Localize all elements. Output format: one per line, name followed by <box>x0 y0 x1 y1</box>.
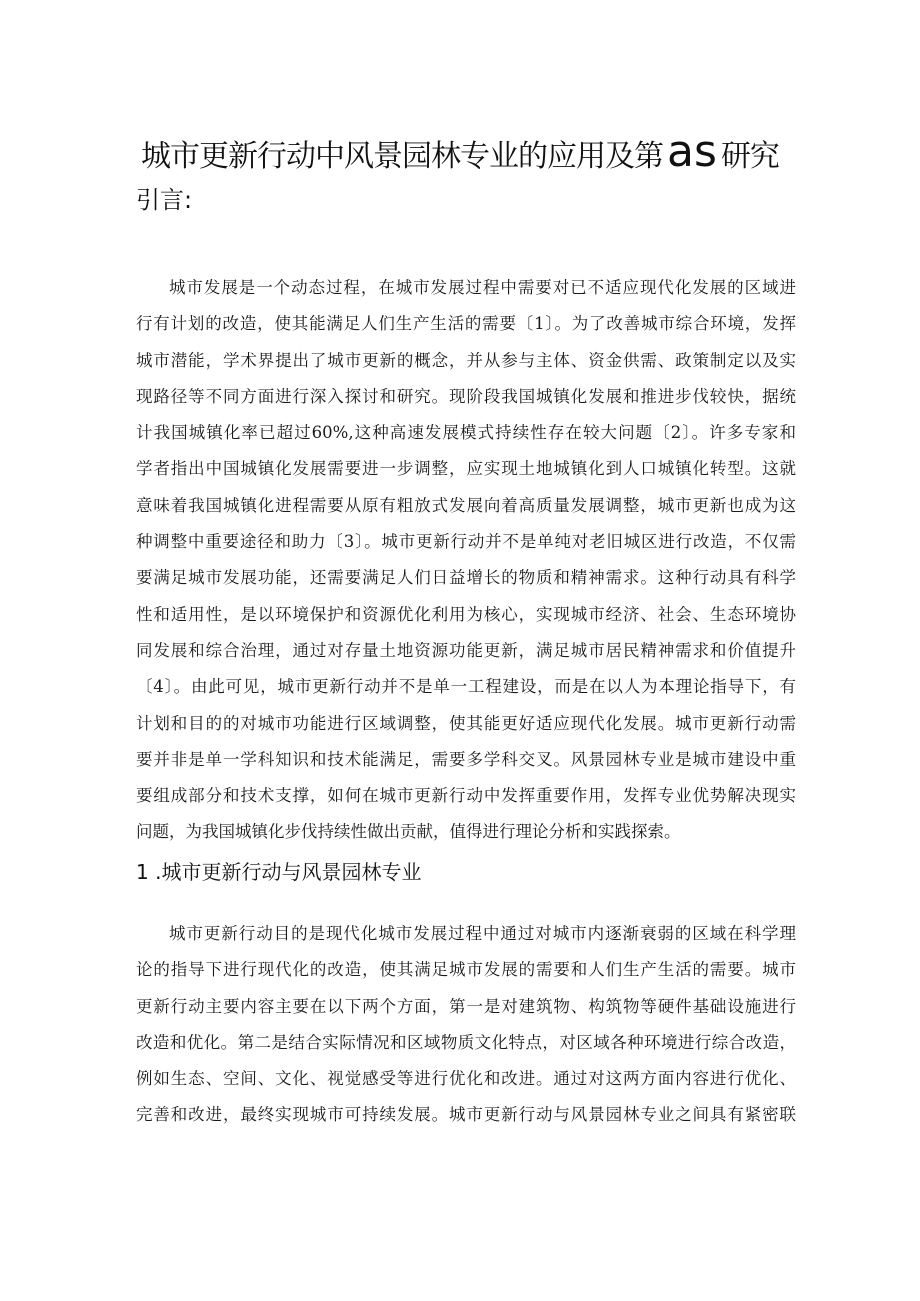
paragraph-line: 种调整中重要途径和助力〔3〕。城市更新行动并不是单纯对老旧城区进行改造，不仅需 <box>136 532 796 552</box>
paragraph-line: 计我国城镇化率已超过60%,这种高速发展模式持续性存在较大问题〔2〕。许多专家和 <box>136 423 796 443</box>
paragraph-line: 计划和目的的对城市功能进行区域调整，使其能更好适应现代化发展。城市更新行动需 <box>136 713 796 733</box>
paragraph-line: 城市发展是一个动态过程，在城市发展过程中需要对已不适应现代化发展的区域进 <box>169 278 796 297</box>
title-text-part1: 城市更新行动中风景园林专业的应用及第 <box>141 139 664 174</box>
paragraph-line: 要组成部分和技术支撑，如何在城市更新行动中发挥重要作用，发挥专业优势解决现实 <box>136 786 796 806</box>
title-text-large: as <box>667 126 717 177</box>
paragraph-line: 论的指导下进行现代化的改造，使其满足城市发展的需要和人们生产生活的需要。城市 <box>136 960 796 980</box>
paragraph-line: 例如生态、空间、文化、视觉感受等进行优化和改进。通过对这两方面内容进行优化、 <box>136 1069 796 1089</box>
document-title <box>100 128 820 181</box>
paragraph-line: 同发展和综合治理，通过对存量土地资源功能更新，满足城市居民精神需求和价值提升 <box>136 640 796 660</box>
intro-paragraph <box>136 270 796 851</box>
paragraph-line: 改造和优化。第二是结合实际情况和区域物质文化特点，对区域各种环境进行综合改造， <box>136 1032 796 1052</box>
title-text-part2: 研究 <box>720 139 779 174</box>
paragraph-line: 意味着我国城镇化进程需要从原有粗放式发展向着高质量发展调整，城市更新也成为这 <box>136 495 796 515</box>
paragraph-line: 性和适用性，是以环境保护和资源优化利用为核心，实现城市经济、社会、生态环境协 <box>136 604 796 624</box>
paragraph-line: 〔4〕。由此可见，城市更新行动并不是单一工程建设，而是在以人为本理论指导下，有 <box>136 677 796 697</box>
paragraph-line: 现路径等不同方面进行深入探讨和研究。现阶段我国城镇化发展和推进步伐较快，据统 <box>136 386 796 406</box>
paragraph-line: 学者指出中国城镇化发展需要进一步调整，应实现土地城镇化到人口城镇化转型。这就 <box>136 459 796 479</box>
paragraph-line: 完善和改进，最终实现城市可持续发展。城市更新行动与风景园林专业之间具有紧密联 <box>136 1105 796 1125</box>
intro-heading: 引言: <box>136 186 193 214</box>
paragraph-line: 要满足城市发展功能，还需要满足人们日益增长的物质和精神需求。这种行动具有科学 <box>136 568 796 588</box>
section-heading: 1 .城市更新行动与风景园林专业 <box>136 860 422 884</box>
paragraph-line: 更新行动主要内容主要在以下两个方面，第一是对建筑物、构筑物等硬件基础设施进行 <box>136 996 796 1016</box>
paragraph-line: 行有计划的改造，使其能满足人们生产生活的需要〔1〕。为了改善城市综合环境，发挥 <box>136 314 796 334</box>
paragraph-line: 城市潜能，学术界提出了城市更新的概念，并从参与主体、资金供需、政策制定以及实 <box>136 350 796 370</box>
paragraph-line: 城市更新行动目的是现代化城市发展过程中通过对城市内逐渐衰弱的区域在科学理 <box>169 924 796 943</box>
paragraph-line: 要并非是单一学科知识和技术能满足，需要多学科交叉。风景园林专业是城市建设中重 <box>136 749 796 769</box>
section-paragraph <box>136 916 796 1134</box>
paragraph-line: 问题，为我国城镇化步伐持续性做出贡献，值得进行理论分析和实践探索。 <box>136 822 681 842</box>
